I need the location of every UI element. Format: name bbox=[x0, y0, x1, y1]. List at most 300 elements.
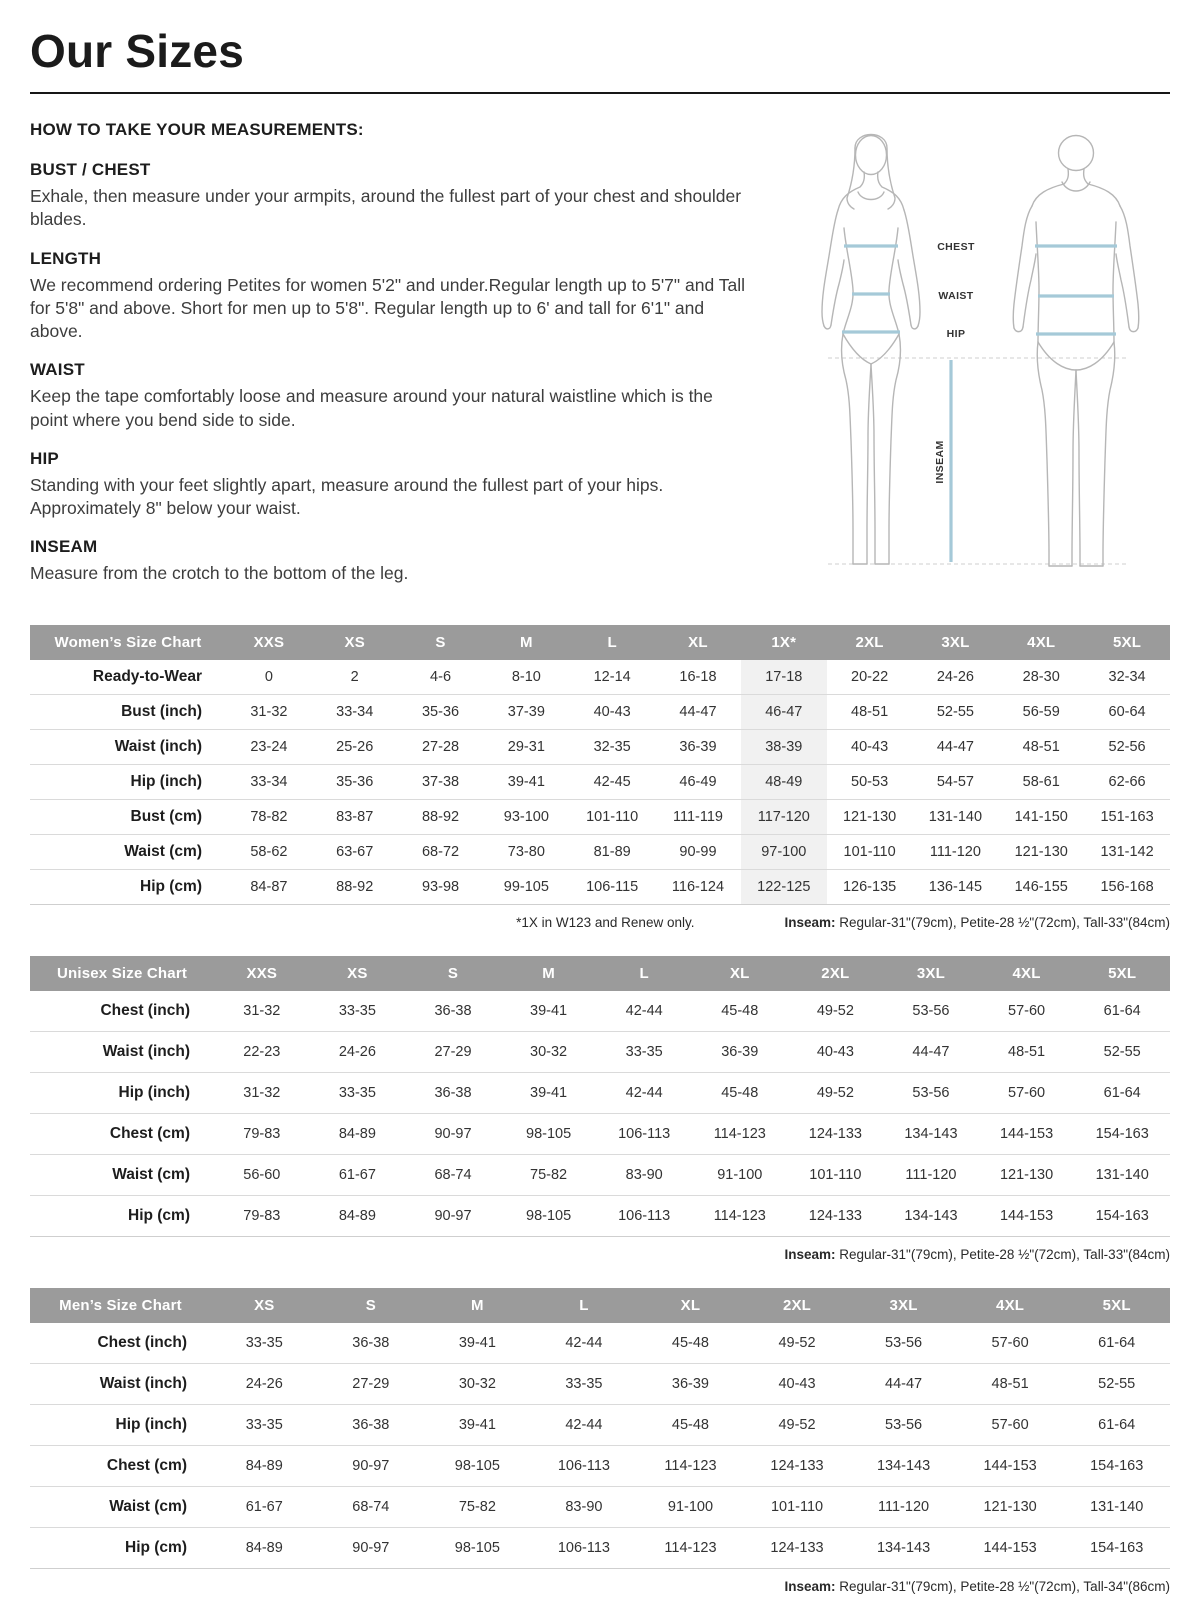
size-cell: 36-38 bbox=[352, 1416, 390, 1433]
size-cell: 39-41 bbox=[458, 1334, 496, 1351]
size-cell: 40-43 bbox=[778, 1375, 816, 1392]
size-cell: 63-67 bbox=[336, 843, 374, 860]
table-row bbox=[30, 1445, 1170, 1486]
size-cell: 17-18 bbox=[741, 660, 827, 695]
size-cell: 131-140 bbox=[1090, 1498, 1144, 1515]
size-cell: 33-34 bbox=[250, 773, 288, 790]
size-cell: 84-87 bbox=[250, 878, 288, 895]
measurement-guide-section bbox=[30, 120, 1170, 603]
column-header-2xl: 2XL bbox=[788, 956, 884, 991]
size-cell: 124-133 bbox=[808, 1207, 862, 1224]
size-cell: 32-34 bbox=[1108, 668, 1146, 685]
size-cell: 101-110 bbox=[809, 1166, 862, 1183]
footnote-note: *1X in W123 and Renew only. bbox=[516, 914, 695, 930]
column-header-m: M bbox=[424, 1288, 531, 1323]
size-cell: 40-43 bbox=[593, 703, 631, 720]
size-cell: 27-28 bbox=[421, 738, 460, 755]
size-cell: 90-97 bbox=[352, 1539, 390, 1556]
size-cell: 68-74 bbox=[434, 1166, 472, 1183]
size-cell: 60-64 bbox=[1108, 703, 1146, 720]
size-cell: 93-100 bbox=[503, 808, 549, 825]
row-label: Bust (cm) bbox=[130, 807, 202, 825]
size-cell: 111-120 bbox=[878, 1498, 930, 1515]
body-measurement-illustration bbox=[796, 122, 1170, 582]
size-cell: 42-44 bbox=[625, 1084, 663, 1101]
row-label: Waist (cm) bbox=[112, 1165, 190, 1183]
row-label: Waist (cm) bbox=[124, 842, 202, 860]
size-cell: 61-67 bbox=[245, 1498, 283, 1515]
unisex-size-chart-block bbox=[30, 956, 1170, 1262]
table-row bbox=[30, 1527, 1170, 1568]
size-cell: 57-60 bbox=[1008, 1084, 1046, 1101]
size-cell: 98-105 bbox=[454, 1457, 500, 1474]
instruction-section bbox=[30, 360, 752, 432]
table-row bbox=[30, 729, 1170, 764]
womens-size-chart bbox=[30, 625, 1170, 905]
size-cell: 83-90 bbox=[565, 1498, 603, 1515]
size-cell: 154-163 bbox=[1090, 1539, 1144, 1556]
size-cell: 48-49 bbox=[741, 764, 827, 799]
size-cell: 48-51 bbox=[1008, 1043, 1046, 1060]
column-header-xxs: XXS bbox=[226, 625, 312, 660]
column-header-4xl: 4XL bbox=[998, 625, 1084, 660]
size-cell: 144-153 bbox=[983, 1539, 1037, 1556]
row-label: Chest (inch) bbox=[97, 1333, 187, 1351]
size-cell: 49-52 bbox=[816, 1002, 854, 1019]
measurement-diagram bbox=[796, 120, 1170, 582]
size-cell: 39-41 bbox=[458, 1416, 496, 1433]
size-cell: 61-67 bbox=[338, 1166, 376, 1183]
chest-label: CHEST bbox=[937, 241, 975, 253]
column-header-l: L bbox=[596, 956, 692, 991]
table-row bbox=[30, 764, 1170, 799]
size-cell: 48-51 bbox=[1022, 738, 1060, 755]
size-cell: 36-39 bbox=[721, 1043, 759, 1060]
size-cell: 131-140 bbox=[1095, 1166, 1149, 1183]
woman-figure-outline bbox=[822, 135, 920, 565]
size-cell: 97-100 bbox=[741, 834, 827, 869]
table-title: Men’s Size Chart bbox=[30, 1288, 211, 1323]
size-cell: 79-83 bbox=[243, 1207, 281, 1224]
size-cell: 68-72 bbox=[421, 843, 460, 860]
row-label: Bust (inch) bbox=[121, 702, 202, 720]
size-cell: 91-100 bbox=[717, 1166, 763, 1183]
size-cell: 44-47 bbox=[885, 1375, 923, 1392]
section-body: Standing with your feet slightly apart, measure around the fullest part of your hips. Approximately 8" below your waist. bbox=[30, 474, 664, 519]
size-cell: 36-39 bbox=[679, 738, 717, 755]
size-cell: 56-60 bbox=[243, 1166, 281, 1183]
instruction-section bbox=[30, 249, 752, 344]
size-cell: 98-105 bbox=[454, 1539, 500, 1556]
size-cell: 68-74 bbox=[352, 1498, 390, 1515]
table-row bbox=[30, 834, 1170, 869]
size-cell: 61-64 bbox=[1098, 1334, 1136, 1351]
size-cell: 84-89 bbox=[338, 1207, 376, 1224]
size-cell: 45-48 bbox=[671, 1334, 709, 1351]
column-header-5xl: 5XL bbox=[1084, 625, 1170, 660]
size-cell: 35-36 bbox=[421, 703, 460, 720]
table-row bbox=[30, 1195, 1170, 1236]
size-cell: 134-143 bbox=[876, 1539, 931, 1556]
section-body: Exhale, then measure under your armpits, around the fullest part of your chest and shoulder blades. bbox=[30, 186, 742, 230]
size-cell: 84-89 bbox=[338, 1125, 376, 1142]
instruction-section bbox=[30, 449, 752, 521]
mens-size-chart bbox=[30, 1288, 1170, 1569]
size-cell: 36-38 bbox=[352, 1334, 390, 1351]
size-cell: 83-90 bbox=[625, 1166, 663, 1183]
header-row bbox=[30, 625, 1170, 660]
size-cell: 141-150 bbox=[1014, 808, 1068, 825]
column-header-xl: XL bbox=[655, 625, 741, 660]
table-row bbox=[30, 991, 1170, 1032]
size-cell: 37-39 bbox=[507, 703, 545, 720]
size-cell: 57-60 bbox=[1008, 1002, 1046, 1019]
size-cell: 22-23 bbox=[243, 1043, 281, 1060]
table-row bbox=[30, 1031, 1170, 1072]
size-cell: 78-82 bbox=[250, 808, 288, 825]
table-title: Unisex Size Chart bbox=[30, 956, 214, 991]
size-cell: 61-64 bbox=[1103, 1084, 1141, 1101]
size-cell: 49-52 bbox=[778, 1334, 816, 1351]
size-cell: 39-41 bbox=[507, 773, 545, 790]
size-cell: 106-113 bbox=[618, 1207, 671, 1224]
row-label: Waist (cm) bbox=[109, 1497, 187, 1515]
instruction-section bbox=[30, 160, 752, 232]
size-cell: 25-26 bbox=[336, 738, 374, 755]
size-cell: 27-29 bbox=[434, 1043, 472, 1060]
row-label: Hip (inch) bbox=[118, 1083, 190, 1101]
size-cell: 62-66 bbox=[1108, 773, 1146, 790]
size-cell: 46-49 bbox=[679, 773, 717, 790]
header-row bbox=[30, 1288, 1170, 1323]
table-title: Women’s Size Chart bbox=[30, 625, 226, 660]
size-cell: 39-41 bbox=[530, 1002, 568, 1019]
table-row bbox=[30, 1154, 1170, 1195]
size-cell: 33-35 bbox=[625, 1043, 663, 1060]
waist-label: WAIST bbox=[938, 290, 974, 302]
size-cell: 52-55 bbox=[936, 703, 974, 720]
size-cell: 114-123 bbox=[713, 1125, 766, 1142]
instruction-sections bbox=[30, 160, 752, 586]
table-row bbox=[30, 869, 1170, 904]
size-cell: 27-29 bbox=[352, 1375, 390, 1392]
size-cell: 106-113 bbox=[618, 1125, 671, 1142]
size-cell: 45-48 bbox=[671, 1416, 709, 1433]
size-cell: 75-82 bbox=[530, 1166, 568, 1183]
instruction-section bbox=[30, 537, 752, 585]
size-cell: 56-59 bbox=[1022, 703, 1060, 720]
table-row bbox=[30, 1072, 1170, 1113]
size-cell: 101-110 bbox=[586, 808, 639, 825]
size-cell: 12-14 bbox=[593, 668, 631, 685]
size-cell: 52-55 bbox=[1098, 1375, 1136, 1392]
table-row bbox=[30, 694, 1170, 729]
size-cell: 57-60 bbox=[991, 1416, 1029, 1433]
womens-size-chart-block bbox=[30, 625, 1170, 930]
size-cell: 44-47 bbox=[936, 738, 974, 755]
unisex-size-chart bbox=[30, 956, 1170, 1237]
column-header-3xl: 3XL bbox=[913, 625, 999, 660]
size-cell: 75-82 bbox=[458, 1498, 496, 1515]
size-cell: 52-55 bbox=[1103, 1043, 1141, 1060]
column-header-s: S bbox=[405, 956, 501, 991]
column-header-1x: 1X* bbox=[741, 625, 827, 660]
section-body: We recommend ordering Petites for women 5'2" and under.Regular length up to 5'7" and Tall for 5'8" and above. Short for men up to 5'8". Regular length up to 6' and tall for 6'1" and above. bbox=[30, 274, 745, 342]
size-cell: 154-163 bbox=[1090, 1457, 1144, 1474]
size-cell: 124-133 bbox=[808, 1125, 862, 1142]
column-header-2xl: 2XL bbox=[827, 625, 913, 660]
size-cell: 73-80 bbox=[507, 843, 545, 860]
row-label: Chest (cm) bbox=[106, 1456, 187, 1474]
column-header-4xl: 4XL bbox=[979, 956, 1075, 991]
size-cell: 42-44 bbox=[625, 1002, 663, 1019]
size-cell: 36-39 bbox=[671, 1375, 709, 1392]
table-row bbox=[30, 1404, 1170, 1445]
column-header-5xl: 5XL bbox=[1074, 956, 1170, 991]
footnote-inseam: Inseam: Regular-31"(79cm), Petite-28 ½"(72cm), Tall-33"(84cm) bbox=[784, 1246, 1170, 1262]
column-header-xl: XL bbox=[637, 1288, 744, 1323]
size-cell: 39-41 bbox=[530, 1084, 568, 1101]
size-cell: 33-35 bbox=[245, 1416, 283, 1433]
size-cell: 38-39 bbox=[741, 729, 827, 764]
table-row bbox=[30, 799, 1170, 834]
size-charts bbox=[30, 625, 1170, 1594]
size-cell: 32-35 bbox=[593, 738, 631, 755]
row-label: Hip (cm) bbox=[128, 1206, 190, 1224]
page-title: Our Sizes bbox=[30, 25, 244, 77]
size-cell: 114-123 bbox=[664, 1457, 717, 1474]
size-cell: 33-35 bbox=[565, 1375, 603, 1392]
measurement-lines bbox=[842, 246, 1117, 562]
mens-size-chart-block bbox=[30, 1288, 1170, 1594]
size-cell: 90-97 bbox=[434, 1207, 472, 1224]
size-cell: 91-100 bbox=[667, 1498, 714, 1515]
size-cell: 35-36 bbox=[336, 773, 374, 790]
size-cell: 30-32 bbox=[530, 1043, 568, 1060]
womens-size-chart-footnotes bbox=[30, 915, 1170, 930]
row-label: Chest (inch) bbox=[100, 1001, 190, 1019]
size-cell: 101-110 bbox=[770, 1498, 824, 1515]
table-row bbox=[30, 660, 1170, 695]
size-cell: 50-53 bbox=[851, 773, 889, 790]
size-cell: 111-120 bbox=[905, 1166, 957, 1183]
footnote-inseam-label: Inseam: bbox=[784, 914, 836, 930]
size-cell: 144-153 bbox=[999, 1125, 1054, 1142]
size-cell: 144-153 bbox=[999, 1207, 1054, 1224]
column-header-xxs: XXS bbox=[214, 956, 310, 991]
section-title: BUST / CHEST bbox=[30, 160, 151, 179]
size-cell: 42-45 bbox=[593, 773, 631, 790]
size-cell: 134-143 bbox=[876, 1457, 931, 1474]
size-cell: 36-38 bbox=[434, 1002, 472, 1019]
size-cell: 48-51 bbox=[991, 1375, 1029, 1392]
table-row bbox=[30, 1486, 1170, 1527]
column-header-xl: XL bbox=[692, 956, 788, 991]
man-figure-outline bbox=[1013, 136, 1139, 567]
size-cell: 4-6 bbox=[430, 668, 452, 685]
size-cell: 84-89 bbox=[245, 1539, 283, 1556]
section-title: LENGTH bbox=[30, 248, 102, 268]
size-cell: 49-52 bbox=[778, 1416, 816, 1433]
size-cell: 46-47 bbox=[741, 694, 827, 729]
size-cell: 124-133 bbox=[770, 1539, 824, 1556]
size-cell: 37-38 bbox=[421, 773, 460, 790]
size-cell: 30-32 bbox=[458, 1375, 496, 1392]
column-header-xs: XS bbox=[312, 625, 398, 660]
section-body: Measure from the crotch to the bottom of the leg. bbox=[30, 563, 409, 584]
size-cell: 58-62 bbox=[250, 843, 288, 860]
size-cell: 44-47 bbox=[912, 1043, 950, 1060]
size-cell: 53-56 bbox=[885, 1334, 923, 1351]
column-header-m: M bbox=[483, 625, 569, 660]
size-cell: 98-105 bbox=[526, 1125, 572, 1142]
instructions-heading: HOW TO TAKE YOUR MEASUREMENTS: bbox=[30, 120, 364, 139]
size-cell: 42-44 bbox=[565, 1416, 603, 1433]
size-cell: 57-60 bbox=[991, 1334, 1029, 1351]
size-cell: 83-87 bbox=[336, 808, 374, 825]
size-cell: 61-64 bbox=[1103, 1002, 1141, 1019]
size-cell: 84-89 bbox=[245, 1457, 283, 1474]
header-row bbox=[30, 956, 1170, 991]
size-cell: 106-113 bbox=[557, 1457, 610, 1474]
size-cell: 2 bbox=[350, 668, 359, 685]
size-cell: 114-123 bbox=[713, 1207, 766, 1224]
size-cell: 40-43 bbox=[816, 1043, 854, 1060]
table-row bbox=[30, 1363, 1170, 1404]
section-title: WAIST bbox=[30, 360, 85, 380]
size-cell: 81-89 bbox=[593, 843, 631, 860]
row-label: Waist (inch) bbox=[102, 1042, 190, 1060]
table-row bbox=[30, 1113, 1170, 1154]
size-cell: 124-133 bbox=[770, 1457, 824, 1474]
row-label: Hip (cm) bbox=[125, 1538, 187, 1556]
size-cell: 116-124 bbox=[671, 878, 725, 895]
size-cell: 121-130 bbox=[983, 1498, 1037, 1515]
section-body: Keep the tape comfortably loose and measure around your natural waistline which is the point where you bend side to side. bbox=[30, 386, 713, 430]
column-header-l: L bbox=[531, 1288, 638, 1323]
size-cell: 48-51 bbox=[851, 703, 889, 720]
size-cell: 29-31 bbox=[507, 738, 545, 755]
size-cell: 117-120 bbox=[741, 799, 827, 834]
footnote-inseam-label: Inseam: bbox=[784, 1246, 836, 1262]
section-title: HIP bbox=[30, 448, 59, 468]
column-header-xs: XS bbox=[310, 956, 406, 991]
title-divider bbox=[30, 92, 1170, 94]
size-cell: 114-123 bbox=[664, 1539, 717, 1556]
row-label: Waist (inch) bbox=[114, 737, 202, 755]
size-cell: 151-163 bbox=[1100, 808, 1154, 825]
size-cell: 79-83 bbox=[243, 1125, 281, 1142]
size-cell: 111-120 bbox=[929, 843, 981, 860]
size-cell: 106-113 bbox=[557, 1539, 610, 1556]
size-cell: 33-35 bbox=[338, 1084, 376, 1101]
size-cell: 45-48 bbox=[721, 1002, 759, 1019]
size-cell: 121-130 bbox=[1014, 843, 1068, 860]
size-cell: 31-32 bbox=[250, 703, 288, 720]
size-cell: 122-125 bbox=[741, 869, 827, 904]
row-label: Ready-to-Wear bbox=[92, 667, 202, 685]
size-cell: 93-98 bbox=[421, 878, 460, 895]
size-cell: 45-48 bbox=[721, 1084, 759, 1101]
size-cell: 88-92 bbox=[336, 878, 374, 895]
size-cell: 53-56 bbox=[885, 1416, 923, 1433]
size-cell: 24-26 bbox=[936, 668, 974, 685]
column-header-s: S bbox=[318, 1288, 425, 1323]
section-title: INSEAM bbox=[30, 537, 98, 557]
size-cell: 42-44 bbox=[565, 1334, 603, 1351]
row-label: Hip (inch) bbox=[115, 1415, 187, 1433]
size-cell: 33-35 bbox=[245, 1334, 283, 1351]
table-row bbox=[30, 1323, 1170, 1364]
size-cell: 111-119 bbox=[672, 808, 723, 825]
inseam-label: INSEAM bbox=[934, 440, 946, 484]
size-cell: 154-163 bbox=[1095, 1125, 1149, 1142]
size-cell: 99-105 bbox=[503, 878, 549, 895]
size-cell: 134-143 bbox=[904, 1207, 958, 1224]
size-cell: 44-47 bbox=[679, 703, 717, 720]
size-cell: 98-105 bbox=[526, 1207, 572, 1224]
footnote-inseam-label: Inseam: bbox=[784, 1578, 836, 1594]
size-cell: 131-142 bbox=[1100, 843, 1154, 860]
size-cell: 126-135 bbox=[842, 878, 897, 895]
size-cell: 90-99 bbox=[679, 843, 717, 860]
size-cell: 156-168 bbox=[1100, 878, 1154, 895]
size-cell: 146-155 bbox=[1014, 878, 1068, 895]
measurement-instructions bbox=[30, 120, 752, 603]
size-cell: 61-64 bbox=[1098, 1416, 1136, 1433]
size-cell: 8-10 bbox=[511, 668, 541, 685]
column-header-xs: XS bbox=[211, 1288, 318, 1323]
size-cell: 101-110 bbox=[843, 843, 896, 860]
row-label: Hip (cm) bbox=[140, 877, 202, 895]
size-cell: 16-18 bbox=[679, 668, 717, 685]
size-cell: 33-34 bbox=[336, 703, 374, 720]
size-cell: 53-56 bbox=[912, 1002, 950, 1019]
size-cell: 49-52 bbox=[816, 1084, 854, 1101]
row-label: Waist (inch) bbox=[99, 1374, 187, 1392]
column-header-5xl: 5XL bbox=[1063, 1288, 1170, 1323]
size-cell: 136-145 bbox=[928, 878, 983, 895]
size-cell: 20-22 bbox=[851, 668, 889, 685]
size-cell: 24-26 bbox=[338, 1043, 376, 1060]
size-cell: 90-97 bbox=[434, 1125, 472, 1142]
size-cell: 53-56 bbox=[912, 1084, 950, 1101]
column-header-l: L bbox=[569, 625, 655, 660]
column-header-m: M bbox=[501, 956, 597, 991]
size-cell: 31-32 bbox=[243, 1002, 281, 1019]
row-label: Hip (inch) bbox=[130, 772, 202, 790]
size-cell: 52-56 bbox=[1108, 738, 1146, 755]
size-cell: 24-26 bbox=[245, 1375, 283, 1392]
size-cell: 154-163 bbox=[1095, 1207, 1149, 1224]
column-header-3xl: 3XL bbox=[883, 956, 979, 991]
row-label: Chest (cm) bbox=[109, 1124, 190, 1142]
size-cell: 54-57 bbox=[936, 773, 974, 790]
size-cell: 58-61 bbox=[1022, 773, 1060, 790]
size-cell: 28-30 bbox=[1022, 668, 1060, 685]
size-cell: 23-24 bbox=[250, 738, 288, 755]
size-cell: 0 bbox=[264, 668, 273, 685]
size-cell: 134-143 bbox=[904, 1125, 958, 1142]
size-cell: 144-153 bbox=[983, 1457, 1037, 1474]
hip-label: HIP bbox=[946, 328, 966, 340]
footnote-inseam: Inseam: Regular-31"(79cm), Petite-28 ½"(72cm), Tall-34"(86cm) bbox=[784, 1578, 1170, 1594]
size-cell: 106-115 bbox=[586, 878, 639, 895]
size-cell: 90-97 bbox=[352, 1457, 390, 1474]
size-cell: 36-38 bbox=[434, 1084, 472, 1101]
footnote-inseam: Inseam: Regular-31"(79cm), Petite-28 ½"(72cm), Tall-33"(84cm) bbox=[784, 914, 1170, 930]
column-header-4xl: 4XL bbox=[957, 1288, 1064, 1323]
